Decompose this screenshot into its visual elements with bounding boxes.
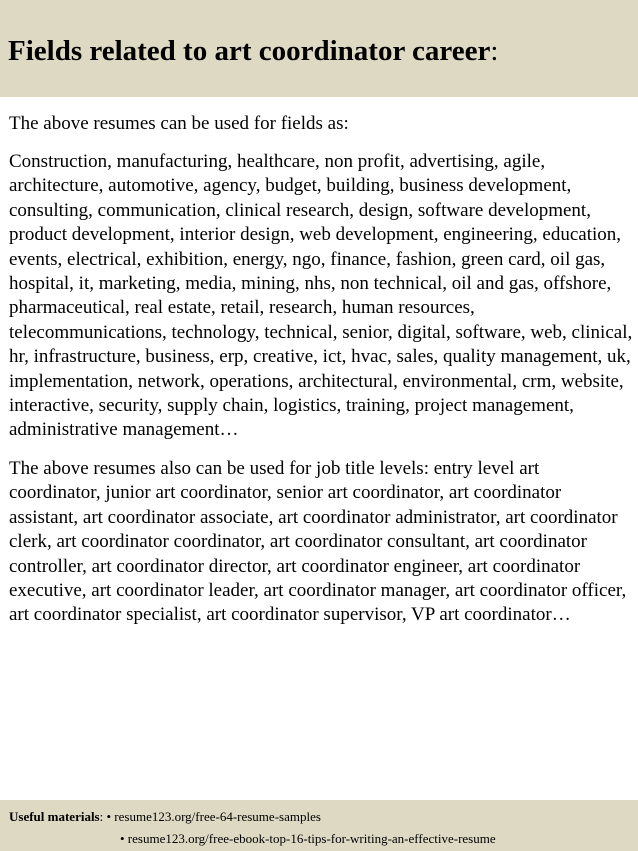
useful-materials-colon: : <box>99 809 107 824</box>
header-band <box>0 0 638 97</box>
footer-row-1 <box>9 806 638 828</box>
page-title <box>8 34 638 68</box>
footer-band <box>0 800 638 851</box>
resume-samples-link[interactable]: • resume123.org/free-64-resume-samples <box>106 809 321 824</box>
intro-text: The above resumes can be used for fields as: <box>9 113 349 134</box>
main-content <box>9 112 634 628</box>
fields-list: Construction, manufacturing, healthcare, non profit, advertising, agile, architecture, automotive, agency, budget, building, business development, consulting, communication, clinical research, design, software development, product development, interior design, web development, engineering, education, events, electrical, exhibition, energy, ngo, finance, fashion, green card, oil gas, hospital, it, marketing, media, mining, nhs, non technical, oil and gas, offshore, pharmaceutical, real estate, retail, research, human resources, telecommunications, technology, technical, senior, digital, software, web, clinical, hr, infrastructure, business, erp, creative, ict, hvac, sales, quality management, uk, implementation, network, operations, architectural, environmental, crm, website, interactive, security, supply chain, logistics, training, project management, administrative management… <box>9 151 633 441</box>
page-title-colon: : <box>490 35 499 67</box>
footer-row-2 <box>9 828 638 850</box>
useful-materials-label: Useful materials <box>9 809 100 824</box>
job-levels-list: The above resumes also can be used for job title levels: entry level art coordinator, junior art coordinator, senior art coordinator, art coordinator assistant, art coordinator associate, art coordinator administrator, art coordinator clerk, art coordinator coordinator, art coordinator consultant, art coordinator controller, art coordinator director, art coordinator engineer, art coordinator executive, art coordinator leader, art coordinator manager, art coordinator officer, art coordinator specialist, art coordinator supervisor, VP art coordinator… <box>9 457 627 626</box>
page-title-text: Fields related to art coordinator career <box>8 35 491 67</box>
ebook-tips-link[interactable]: • resume123.org/free-ebook-top-16-tips-for-writing-an-effective-resume <box>120 831 496 846</box>
